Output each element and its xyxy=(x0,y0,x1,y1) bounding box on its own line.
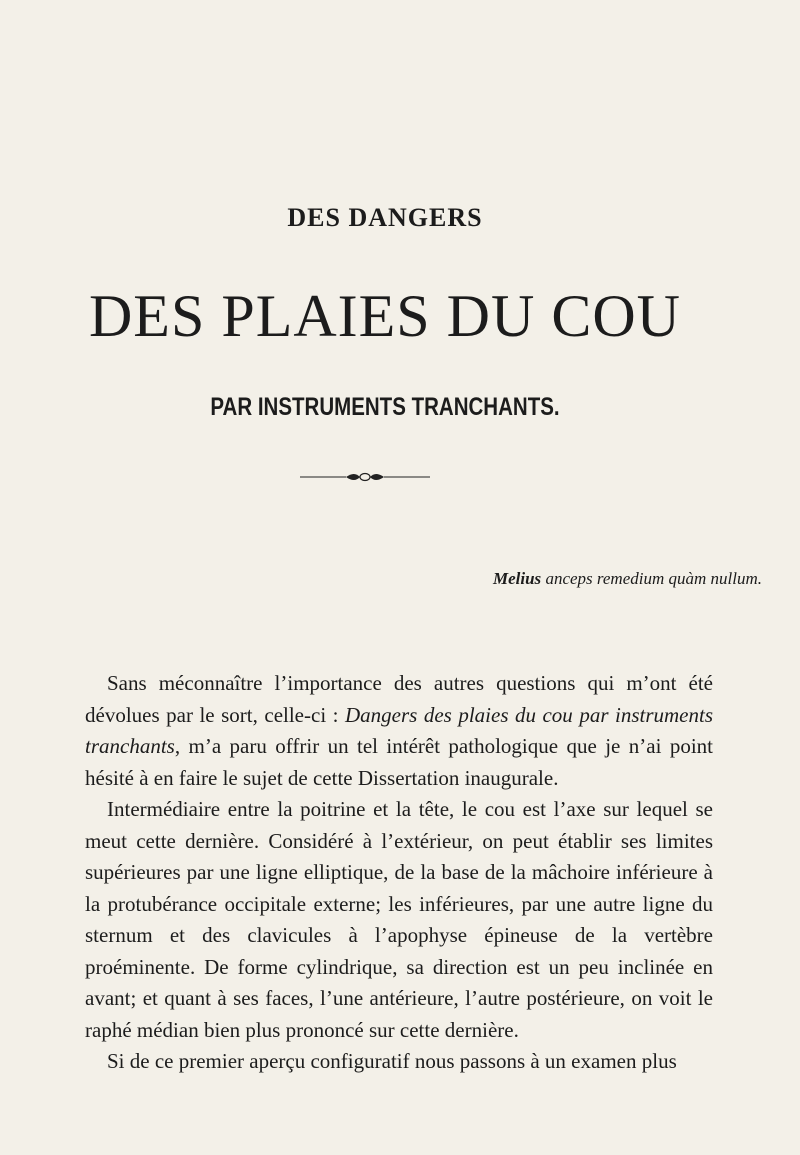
paragraph-1-after: , m’a paru offrir un tel intérêt pathologique que je n’ai point hésité à en faire le sujet de cette Dissertation inaugurale. xyxy=(85,734,713,790)
epigraph-rest: anceps remedium quàm nullum. xyxy=(541,569,762,588)
epigraph xyxy=(0,569,762,589)
title-small: DES DANGERS xyxy=(287,203,483,232)
paragraph-3: Si de ce premier aperçu configuratif nous passons à un examen plus xyxy=(107,1049,677,1073)
epigraph-lead: Melius xyxy=(493,569,542,588)
subtitle: PAR INSTRUMENTS TRANCHANTS. xyxy=(210,393,560,421)
title-large: DES PLAIES DU COU xyxy=(88,283,682,349)
body-text xyxy=(85,668,713,1078)
paragraph-1-italic: Dangers des plaies du cou par instruments tranchants xyxy=(85,702,713,758)
paragraph-1-before: Sans méconnaître l’importance des autres questions qui m’ont été dévolues par le sort, celle-ci : xyxy=(85,671,713,727)
ornament-divider xyxy=(300,470,430,484)
paragraph-2: Intermédiaire entre la poitrine et la tête, le cou est l’axe sur lequel se meut cette dernière. Considéré à l’extérieur, on peut établir ses limites supérieures par une ligne elliptique, de la base de la mâchoire inférieure à la protubérance occipitale externe; les inférieures, par une autre ligne du sternum et des clavicules à l’apophyse épineuse de la vertèbre proéminente. De forme cylindrique, sa direction est un peu inclinée en avant; et quant à ses faces, l’une antérieure, l’autre postérieure, on voit le raphé médian bien plus prononcé sur cette dernière. xyxy=(85,797,713,1042)
paragraph-1 xyxy=(85,668,713,794)
